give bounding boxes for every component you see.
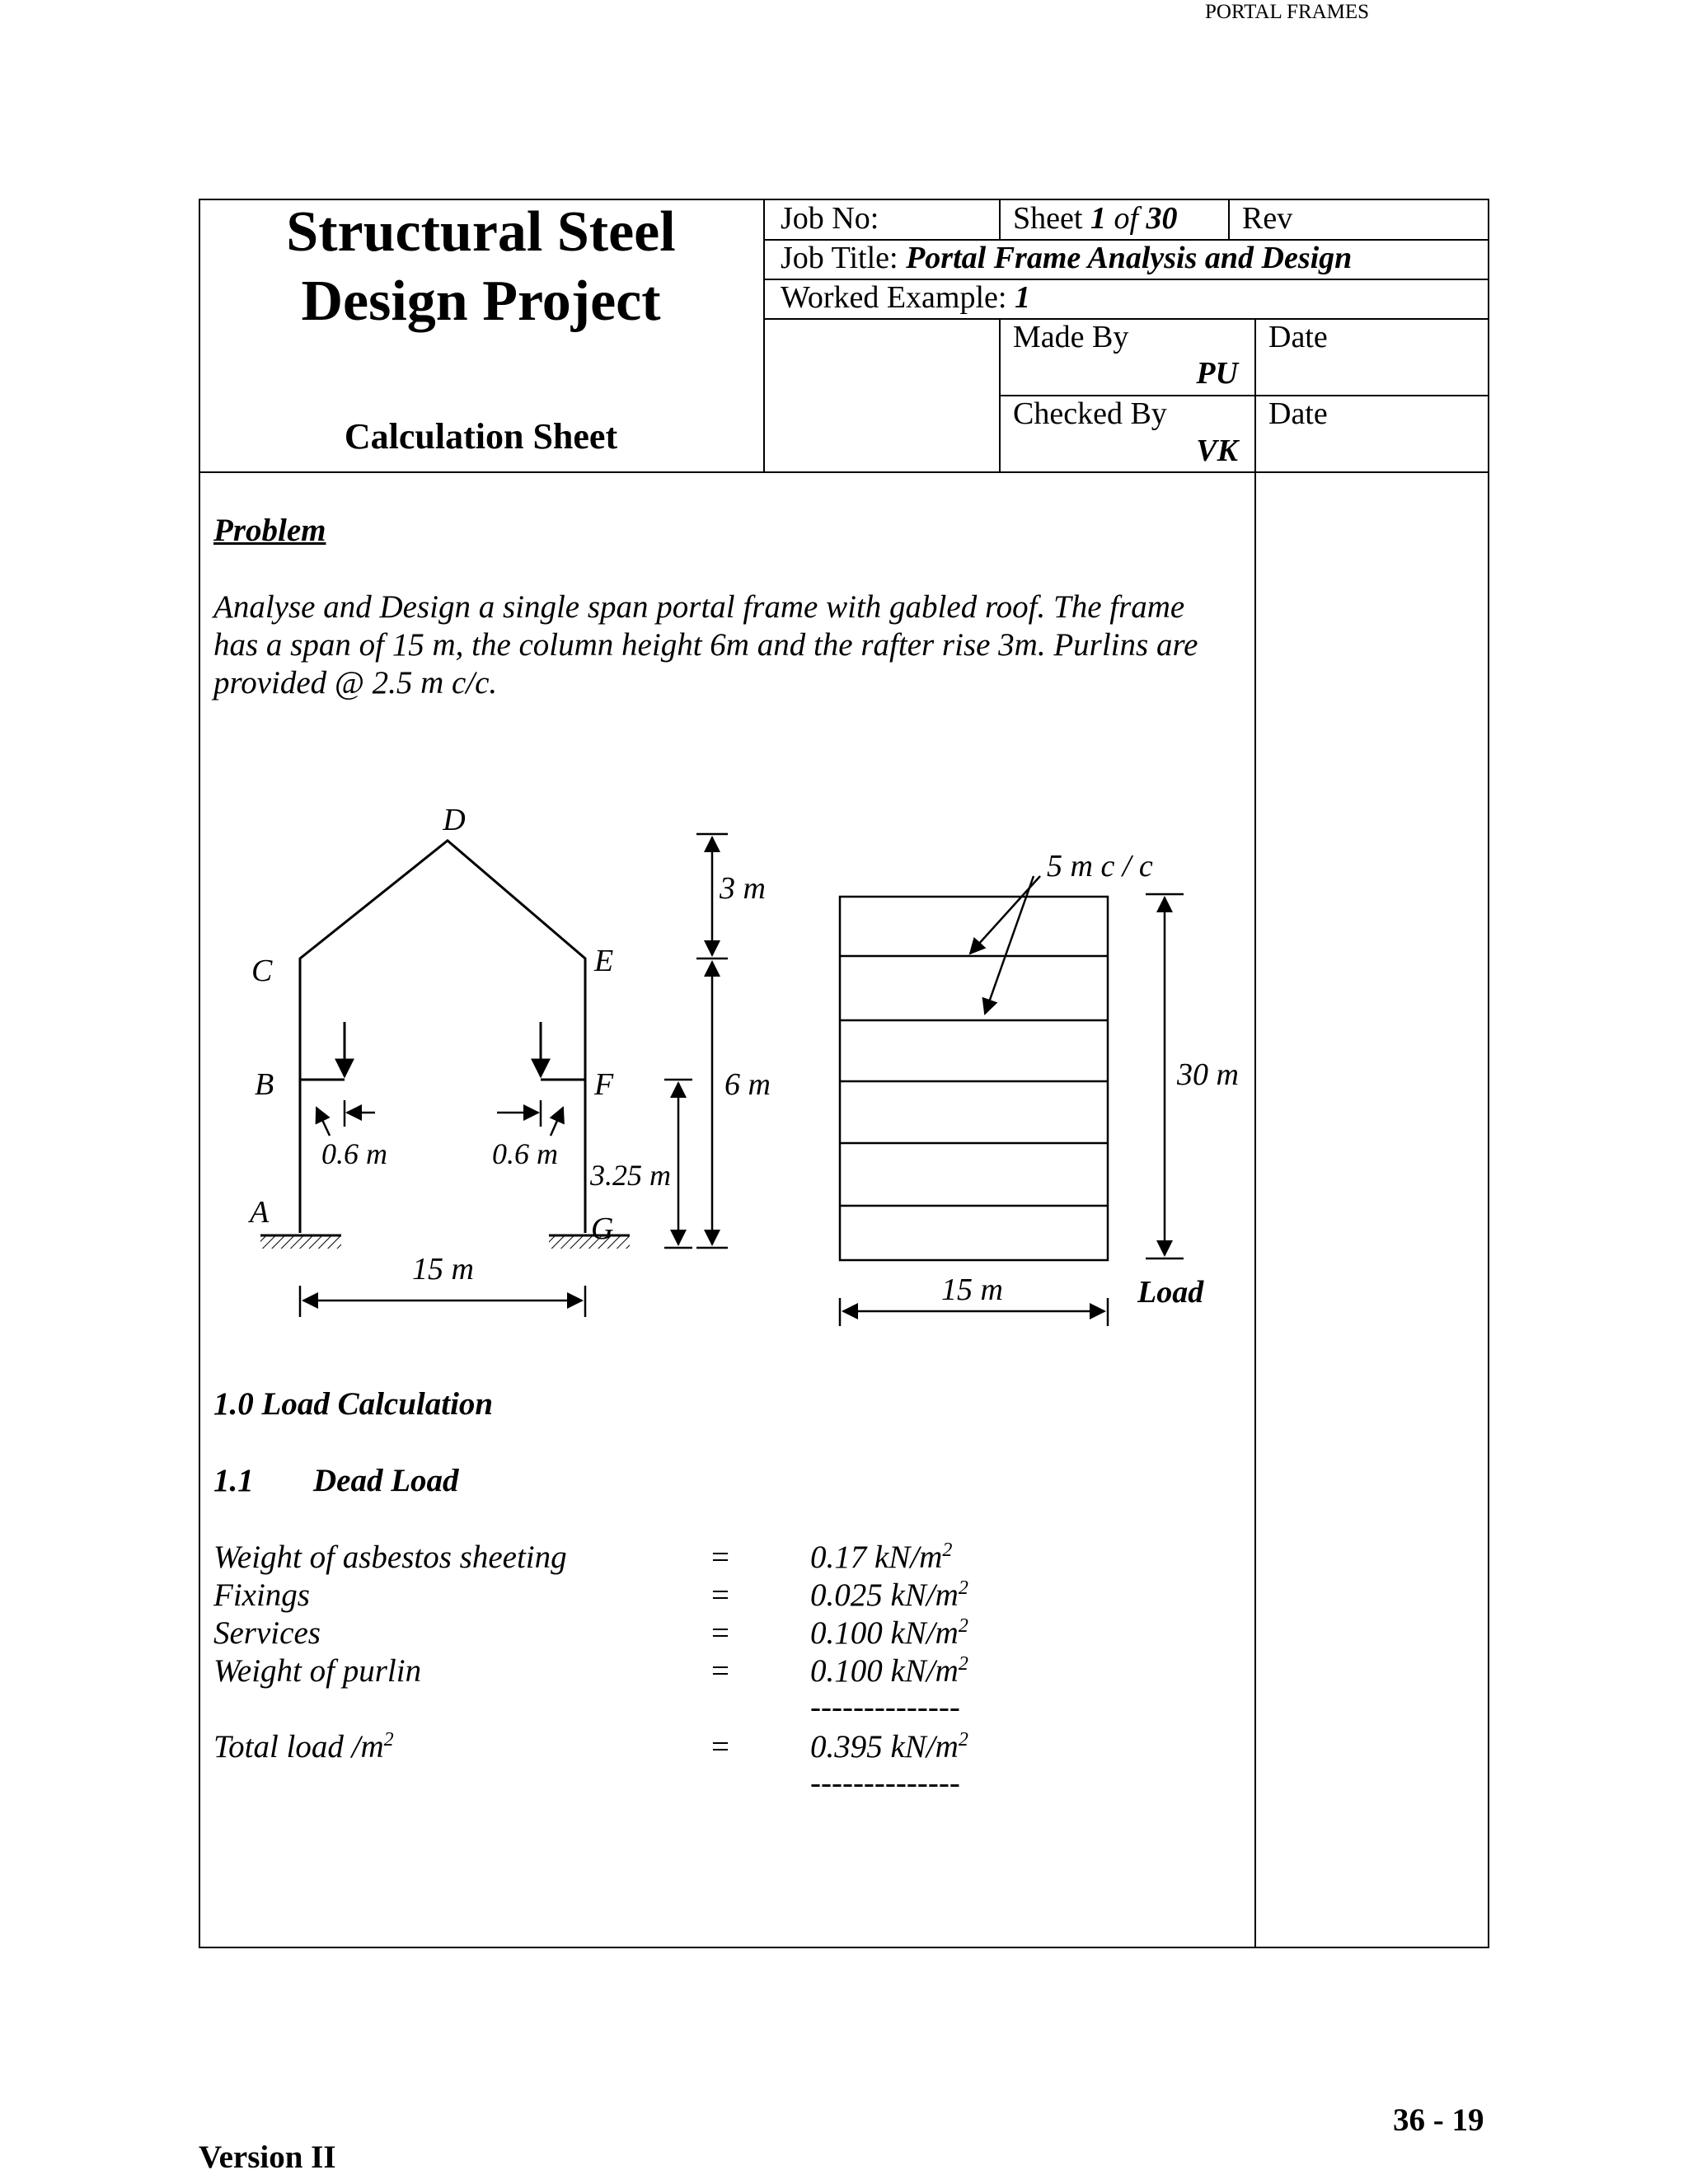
offset-dimension-right [497, 1100, 563, 1136]
plan-length-label: 30 m [1177, 1057, 1239, 1092]
sheet-type: Calculation Sheet [344, 416, 618, 457]
node-label-e: E [594, 944, 614, 978]
load-item-equals: = [711, 1615, 729, 1651]
subsection-number: 1.1 [213, 1463, 254, 1498]
problem-line: provided @ 2.5 m c/c. [213, 665, 498, 701]
portal-frame-outline [300, 841, 585, 1233]
sum-rule: -------------- [810, 1765, 960, 1801]
rise-label: 3 m [720, 871, 766, 906]
total-load-equals: = [711, 1729, 729, 1765]
total-load-value [810, 1727, 968, 1766]
offset-label-right: 0.6 m [492, 1137, 558, 1170]
span-label: 15 m [412, 1252, 474, 1286]
running-header: PORTAL FRAMES [1205, 1, 1370, 23]
problem-heading: Problem [213, 513, 326, 548]
load-item-label: Weight of asbestos sheeting [213, 1540, 567, 1575]
sheet-label: Sheet [1013, 201, 1083, 236]
node-label-c: C [251, 954, 273, 988]
unit-exponent: 2 [958, 1653, 968, 1675]
node-label-d: D [443, 803, 466, 837]
worked-example-label: Worked Example: [781, 280, 1007, 315]
load-value-text: 0.025 kN/m [810, 1577, 959, 1613]
sum-rule: -------------- [810, 1690, 960, 1725]
total-load-label-text: Total load /m [213, 1729, 384, 1765]
problem-line: Analyse and Design a single span portal frame with gabled roof. The frame [213, 589, 1185, 625]
made-by-label: Made By [1013, 320, 1129, 354]
total-value-text: 0.395 kN/m [810, 1729, 959, 1765]
support-g-hatch [549, 1235, 630, 1249]
made-by-value: PU [1196, 356, 1238, 391]
page-number: 36 - 19 [1393, 2102, 1484, 2138]
version-label: Version II [199, 2139, 336, 2175]
subsection-heading: Dead Load [313, 1463, 459, 1498]
worked-example-no: 1 [1014, 280, 1030, 315]
section-heading: 1.0 Load Calculation [213, 1386, 494, 1422]
node-label-f: F [594, 1067, 614, 1102]
job-no-label: Job No: [781, 201, 879, 236]
sheet-total: 30 [1146, 201, 1178, 236]
purlin-spacing-label: 5 m c / c [1047, 849, 1153, 883]
load-item-equals: = [711, 1577, 729, 1613]
bracket-height-label: 3.25 m [590, 1159, 671, 1192]
roof-plan [840, 897, 1108, 1260]
node-label-b: B [255, 1067, 274, 1102]
sheet-of: of [1114, 201, 1138, 236]
total-load-label [213, 1727, 394, 1766]
unit-exponent: 2 [383, 1729, 394, 1750]
load-value-text: 0.100 kN/m [810, 1653, 959, 1689]
offset-label-left: 0.6 m [321, 1137, 387, 1170]
support-a-hatch [260, 1235, 341, 1249]
load-value-text: 0.17 kN/m [810, 1540, 943, 1575]
load-item-label: Weight of purlin [213, 1653, 422, 1689]
checked-by-value: VK [1196, 434, 1238, 468]
load-item-value [810, 1538, 952, 1577]
job-title-label: Job Title: [781, 241, 898, 275]
node-label-a: A [250, 1195, 270, 1230]
unit-exponent: 2 [942, 1540, 953, 1561]
span-dimension [300, 1286, 585, 1317]
unit-exponent: 2 [958, 1577, 968, 1599]
load-item-label: Fixings [213, 1577, 310, 1613]
project-title-line1: Structural Steel [286, 200, 676, 264]
column-height-label: 6 m [724, 1067, 771, 1102]
unit-exponent: 2 [958, 1615, 968, 1637]
load-item-label: Services [213, 1615, 321, 1651]
date-label: Date [1268, 396, 1328, 431]
load-item-value [810, 1576, 968, 1615]
load-item-equals: = [711, 1540, 729, 1575]
problem-line: has a span of 15 m, the column height 6m and the rafter rise 3m. Purlins are [213, 627, 1198, 663]
load-value-text: 0.100 kN/m [810, 1615, 959, 1651]
load-item-value [810, 1614, 968, 1652]
plan-width-label: 15 m [941, 1272, 1003, 1307]
unit-exponent: 2 [958, 1729, 968, 1750]
checked-by-label: Checked By [1013, 396, 1167, 431]
load-item-value [810, 1652, 968, 1690]
load-item-equals: = [711, 1653, 729, 1689]
plan-caption: Load [1137, 1275, 1204, 1310]
date-label: Date [1268, 320, 1328, 354]
rev-label: Rev [1242, 201, 1293, 236]
project-title-line2: Design Project [301, 269, 661, 333]
sheet-no: 1 [1090, 201, 1106, 236]
node-label-g: G [591, 1212, 614, 1246]
job-title: Portal Frame Analysis and Design [906, 241, 1353, 275]
offset-dimension-left [316, 1100, 375, 1136]
